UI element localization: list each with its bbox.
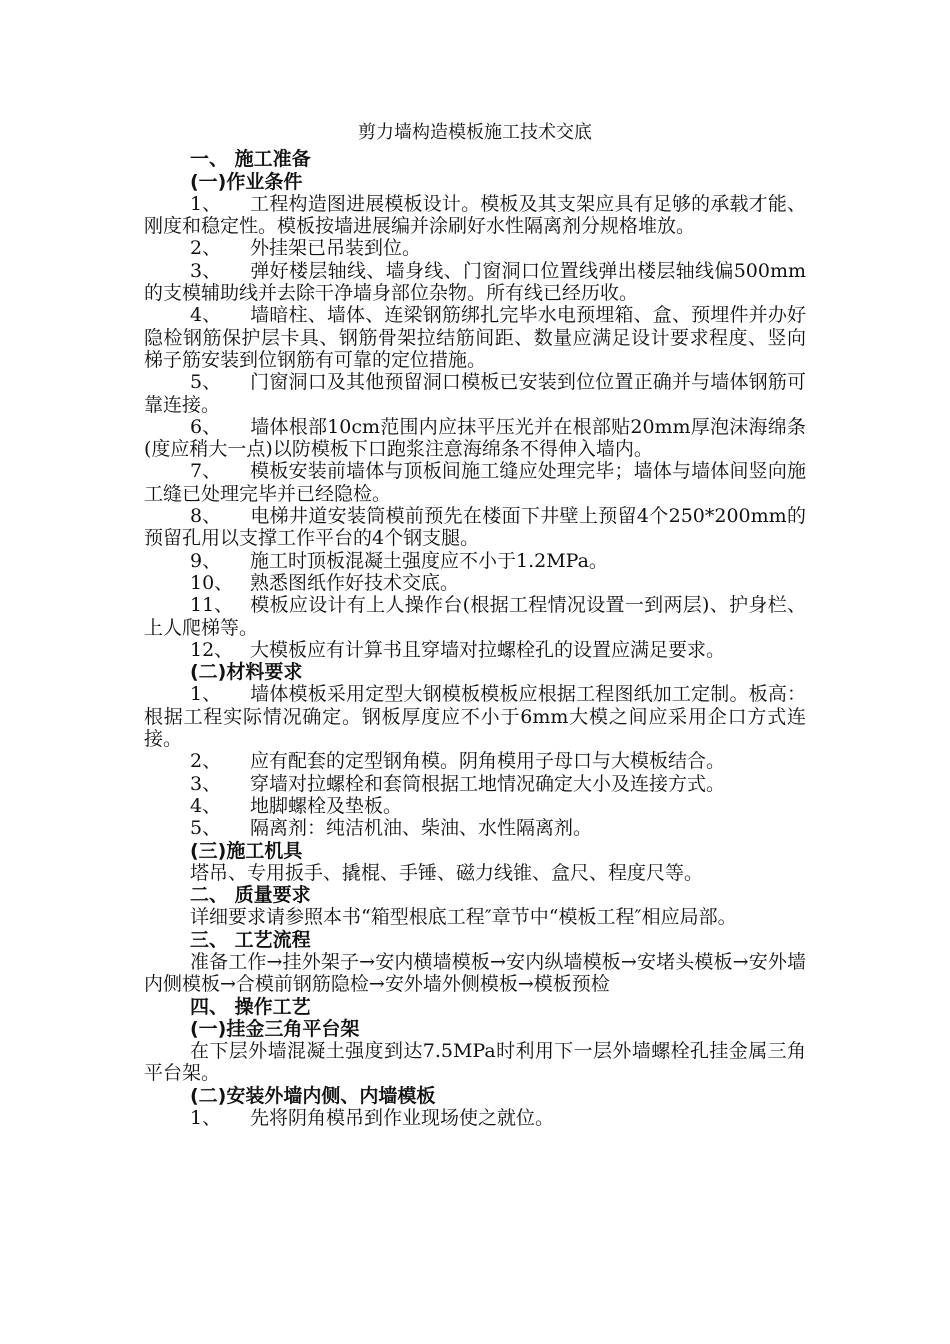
item-number: 6、 xyxy=(190,415,222,438)
item-number: 11、 xyxy=(190,594,234,617)
item-text: 隔离剂：纯洁机油、柴油、水性隔离剂。 xyxy=(250,817,593,840)
subheading-install-formwork: (二)安装外墙内侧、内墙模板 xyxy=(190,1084,436,1107)
list-item xyxy=(144,260,806,305)
list-item xyxy=(144,505,806,550)
subheading-platform: (一)挂金三角平台架 xyxy=(190,1017,360,1040)
item-text: 墙暗柱、墙体、连梁钢筋绑扎完毕水电预埋箱、盒、预埋件并办好隐检钢筋保护层卡具、钢筋骨架拉结筋间距、数量应满足设计要求程度、竖向梯子筋安装到位钢筋有可靠的定位措施。 xyxy=(144,304,806,371)
item-number: 4、 xyxy=(190,794,222,817)
item-text: 地脚螺栓及垫板。 xyxy=(250,794,403,817)
section-heading-process: 三、 工艺流程 xyxy=(190,928,311,951)
subheading-materials: (二)材料要求 xyxy=(190,661,303,684)
item-text: 工程构造图进展模板设计。模板及其支架应具有足够的承载才能、刚度和稳定性。模板按墙进展编并涂刷好水性隔离剂分规格堆放。 xyxy=(144,192,806,238)
section-heading-quality: 二、 质量要求 xyxy=(190,884,311,907)
list-item xyxy=(144,460,806,505)
item-text: 门窗洞口及其他预留洞口模板已安装到位位置正确并与墙体钢筋可靠连接。 xyxy=(144,371,806,416)
item-text: 施工时顶板混凝土强度应不小于1.2MPa。 xyxy=(250,549,608,572)
item-number: 7、 xyxy=(190,460,222,483)
list-item xyxy=(144,795,806,817)
item-text: 外挂架已吊装到位。 xyxy=(250,237,422,260)
section-heading-operation: 四、 操作工艺 xyxy=(190,995,311,1018)
list-item xyxy=(144,773,806,795)
list-item xyxy=(144,304,806,371)
item-number: 2、 xyxy=(190,750,222,773)
item-number: 5、 xyxy=(190,817,222,840)
process-paragraph: 准备工作→挂外架子→安内横墙模板→安内纵墙模板→安堵头模板→安外墙内侧模板→合模前钢筋隐检→安外墙外侧模板→模板预检 xyxy=(144,950,806,996)
item-text: 先将阴角模吊到作业现场使之就位。 xyxy=(250,1107,555,1130)
quality-paragraph: 详细要求请参照本书“箱型根底工程″章节中“模板工程″相应局部。 xyxy=(190,906,737,929)
list-item xyxy=(144,572,806,594)
item-text: 熟悉图纸作好技术交底。 xyxy=(250,571,460,594)
item-number: 3、 xyxy=(190,772,222,795)
list-item xyxy=(144,1107,806,1129)
item-text: 模板应设计有上人操作台(根据工程情况设置一到两层)、护身栏、上人爬梯等。 xyxy=(144,594,806,639)
list-item xyxy=(144,750,806,772)
tools-paragraph: 塔吊、专用扳手、撬棍、手锤、磁力线锥、盒尺、程度尺等。 xyxy=(190,861,704,884)
list-item xyxy=(144,371,806,416)
item-number: 1、 xyxy=(190,683,222,706)
item-text: 弹好楼层轴线、墙身线、门窗洞口位置线弹出楼层轴线偏500mm的支模辅助线并去除干净墙身部位杂物。所有线已经历收。 xyxy=(144,259,806,305)
item-text: 穿墙对拉螺栓和套筒根据工地情况确定大小及连接方式。 xyxy=(250,772,726,795)
item-text: 应有配套的定型钢角模。阴角模用子母口与大模板结合。 xyxy=(250,750,726,773)
conditions-list xyxy=(144,193,806,661)
list-item xyxy=(144,237,806,259)
item-number: 4、 xyxy=(190,304,222,327)
item-number: 1、 xyxy=(190,1107,222,1130)
document-page xyxy=(144,122,806,1129)
list-item xyxy=(144,550,806,572)
item-text: 电梯井道安装筒模前预先在楼面下井壁上预留4个250*200mm的预留孔用以支撑工作平台的4个钢支腿。 xyxy=(144,505,806,550)
item-number: 8、 xyxy=(190,505,222,528)
subheading-work-conditions: (一)作业条件 xyxy=(190,170,303,193)
item-text: 墙体根部10cm范围内应抹平压光并在根部贴20mm厚泡沫海绵条(度应稍大一点)以防模板下口跑浆注意海绵条不得伸入墙内。 xyxy=(144,415,806,461)
item-text: 墙体模板采用定型大钢模板模板应根据工程图纸加工定制。板高：根据工程实际情况确定。钢板厚度应不小于6mm大模之间应采用企口方式连接。 xyxy=(144,683,806,751)
list-item xyxy=(144,193,806,238)
item-number: 2、 xyxy=(190,237,222,260)
item-text: 模板安装前墙体与顶板间施工缝应处理完毕；墙体与墙体间竖向施工缝已处理完毕并已经隐检。 xyxy=(144,460,806,505)
subheading-tools: (三)施工机具 xyxy=(190,839,303,862)
list-item xyxy=(144,639,806,661)
list-item xyxy=(144,416,806,461)
platform-paragraph: 在下层外墙混凝土强度到达7.5MPa时利用下一层外墙螺栓孔挂金属三角平台架。 xyxy=(144,1040,806,1085)
item-number: 5、 xyxy=(190,371,222,394)
list-item xyxy=(144,594,806,639)
materials-list xyxy=(144,683,806,839)
list-item xyxy=(144,817,806,839)
item-number: 12、 xyxy=(190,638,234,661)
item-number: 3、 xyxy=(190,259,222,282)
list-item xyxy=(144,683,806,750)
item-number: 9、 xyxy=(190,549,222,572)
item-text: 大模板应有计算书且穿墙对拉螺栓孔的设置应满足要求。 xyxy=(250,638,726,661)
item-number: 1、 xyxy=(190,192,222,215)
item-number: 10、 xyxy=(190,571,234,594)
section-heading-preparation: 一、 施工准备 xyxy=(190,148,311,171)
document-title: 剪力墙构造模板施工技术交底 xyxy=(358,122,592,143)
